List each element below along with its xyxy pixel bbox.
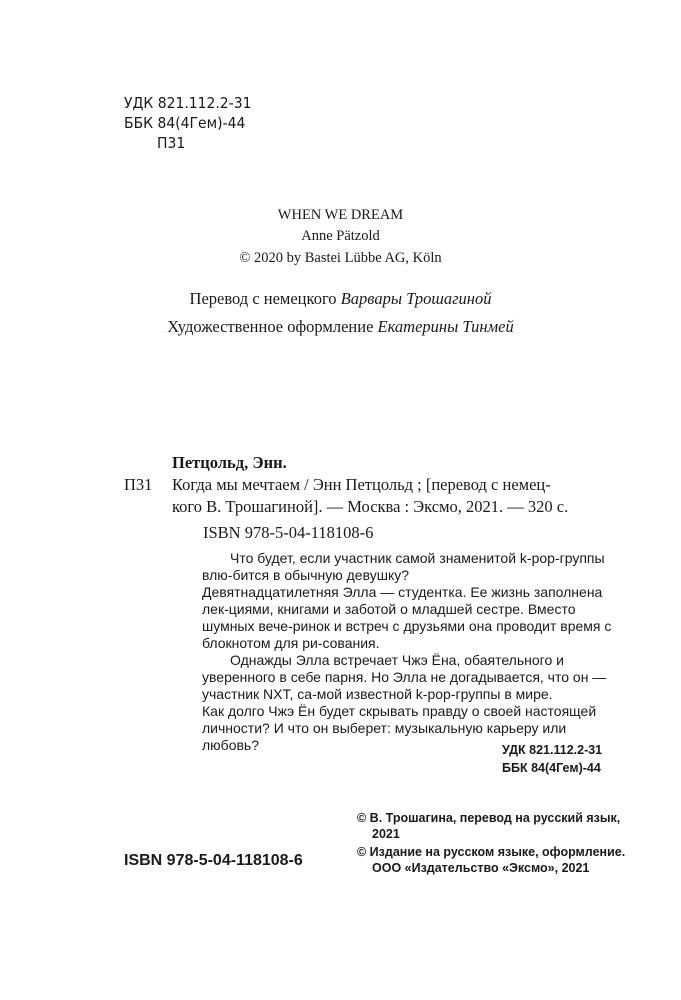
copyright-edition-line2: ООО «Издательство «Эксмо», 2021	[372, 861, 590, 875]
annotation-paragraph: Что будет, если участник самой знаменитой k-pop-группы влю-бится в обычную девушку?	[202, 550, 605, 583]
bib-line-1: Когда мы мечтаем / Энн Петцольд ; [перевод с немец-	[172, 475, 551, 494]
designer-name: Екатерины Тинмей	[377, 317, 514, 336]
original-author: Anne Pätzold	[301, 228, 380, 244]
bib-line-2: кого В. Трошагиной]. — Москва : Эксмо, 2021. — 320 с.	[172, 497, 569, 516]
bib-isbn: ISBN 978-5-04-118108-6	[203, 523, 374, 542]
udk-code: УДК 821.112.2-31	[124, 94, 252, 112]
footer-isbn: ISBN 978-5-04-118108-6	[124, 852, 303, 869]
copyright-translation-line2: 2021	[372, 827, 400, 841]
original-title: WHEN WE DREAM	[277, 207, 404, 223]
bib-mark: П31	[124, 475, 153, 494]
original-copyright: © 2020 by Bastei Lübbe AG, Köln	[239, 250, 442, 266]
annotation-paragraph: Как долго Чжэ Ён будет скрывать правду о своей настоящей личности? И что он выберет: музыкальную карьеру или любовь?	[202, 703, 597, 753]
copyright-edition-line1: © Издание на русском языке, оформление.	[357, 845, 626, 859]
translation-prefix: Перевод с немецкого	[189, 289, 337, 308]
annotation-paragraph: Девятнадцатилетняя Элла — студентка. Ее жизнь заполнена лек-циями, книгами и заботой о младшей сестре. Вместо шумных вече-ринок и встреч с друзьями она проводит время с блокнотом для ри-сования.	[202, 584, 612, 651]
annotation-udk: УДК 821.112.2-31	[502, 743, 603, 757]
translator-name: Варвары Трошагиной	[340, 289, 492, 308]
bib-author-heading: Петцольд, Энн.	[172, 453, 287, 472]
bbk-code: ББК 84(4Гем)-44	[124, 114, 246, 132]
design-prefix: Художественное оформление	[167, 317, 374, 336]
design-credit	[0, 316, 681, 338]
annotation-bbk: ББК 84(4Гем)-44	[502, 761, 601, 775]
annotation	[202, 550, 612, 754]
annotation-paragraph: Однажды Элла встречает Чжэ Ёна, обаятельного и уверенного в себе парня. Но Элла не догадывается, что он — участник NXT, са-мой известной k-pop-группы в мире.	[202, 652, 607, 702]
copyright-translation-line1: © В. Трошагина, перевод на русский язык,	[357, 811, 621, 825]
author-mark: П31	[157, 134, 186, 152]
translation-credit	[0, 288, 681, 310]
